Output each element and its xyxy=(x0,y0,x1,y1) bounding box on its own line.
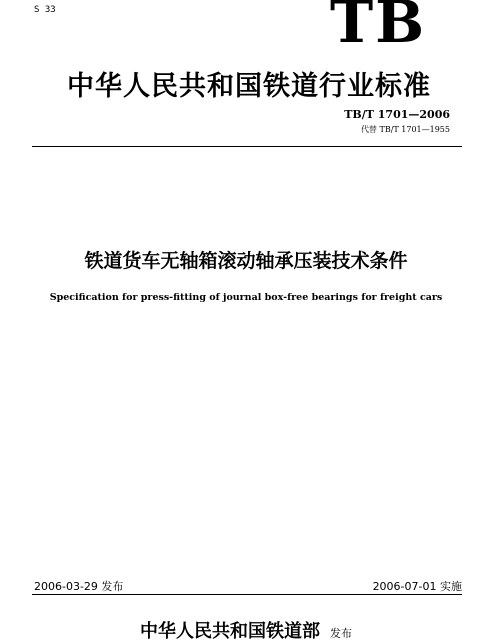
implement-date: 2006-07-01 实施 xyxy=(372,580,462,593)
header-divider xyxy=(32,146,462,147)
title-english: Specification for press-fitting of journal box-free bearings for freight cars xyxy=(49,292,443,303)
issuer-line xyxy=(0,617,492,643)
issuer-name: 中华人民共和国铁道部 xyxy=(140,621,320,642)
classification-code: S 33 xyxy=(34,5,56,15)
footer-divider xyxy=(32,594,462,595)
issue-date: 2006-03-29 发布 xyxy=(34,580,124,593)
org-title: 中华人民共和国铁道行业标准 xyxy=(67,71,431,102)
title-chinese: 铁道货车无轴箱滚动轴承压装技术条件 xyxy=(84,250,408,272)
standard-number: TB/T 1701—2006 xyxy=(344,108,450,121)
tb-logo: TB xyxy=(330,0,427,56)
issuer-suffix: 发布 xyxy=(330,627,352,640)
replaces-note: 代替 TB/T 1701—1955 xyxy=(360,125,450,134)
